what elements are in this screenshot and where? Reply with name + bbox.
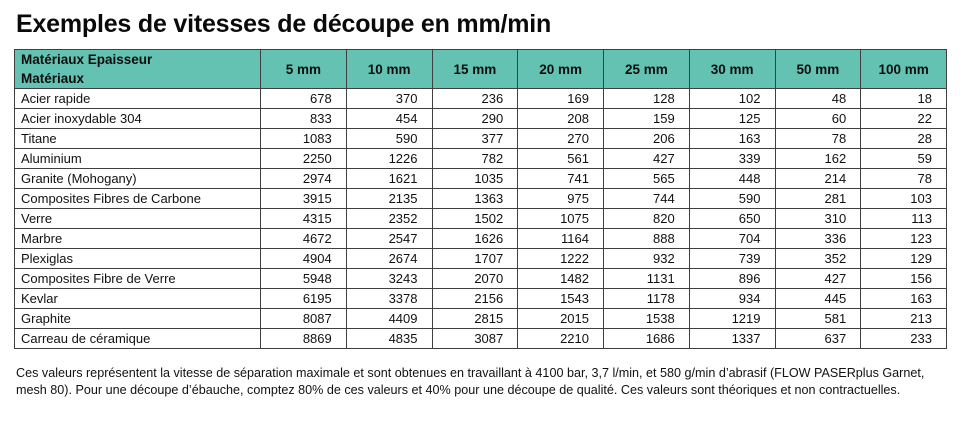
- cell-value: 3243: [346, 269, 432, 289]
- column-header-thickness-10mm: 10 mm: [346, 50, 432, 89]
- cell-value: 22: [861, 109, 947, 129]
- cell-material: Graphite: [15, 309, 261, 329]
- table-row: [15, 89, 947, 109]
- cell-value: 1538: [604, 309, 690, 329]
- cutting-speeds-table: [14, 49, 947, 349]
- cell-value: 2015: [518, 309, 604, 329]
- cell-material: Acier rapide: [15, 89, 261, 109]
- cell-value: 2815: [432, 309, 518, 329]
- cell-value: 445: [775, 289, 861, 309]
- table-row: [15, 229, 947, 249]
- cell-value: 214: [775, 169, 861, 189]
- cell-value: 4904: [261, 249, 347, 269]
- cell-material: Acier inoxydable 304: [15, 109, 261, 129]
- page-title: Exemples de vitesses de découpe en mm/min: [16, 10, 552, 38]
- cell-material: Composites Fibre de Verre: [15, 269, 261, 289]
- cell-value: 1543: [518, 289, 604, 309]
- table-row: [15, 129, 947, 149]
- cell-value: 156: [861, 269, 947, 289]
- cell-value: 370: [346, 89, 432, 109]
- cell-value: 833: [261, 109, 347, 129]
- cell-value: 1083: [261, 129, 347, 149]
- table-row: [15, 189, 947, 209]
- column-header-material: [15, 50, 261, 89]
- column-header-thickness-100mm: 100 mm: [861, 50, 947, 89]
- cell-value: 163: [689, 129, 775, 149]
- column-header-thickness-20mm: 20 mm: [518, 50, 604, 89]
- cell-value: 1626: [432, 229, 518, 249]
- cell-value: 162: [775, 149, 861, 169]
- column-header-material-line1: Matériaux Epaisseur: [21, 52, 153, 67]
- cell-value: 103: [861, 189, 947, 209]
- cell-value: 2674: [346, 249, 432, 269]
- cell-value: 561: [518, 149, 604, 169]
- cell-value: 352: [775, 249, 861, 269]
- cell-material: Plexiglas: [15, 249, 261, 269]
- cell-material: Kevlar: [15, 289, 261, 309]
- cell-value: 377: [432, 129, 518, 149]
- cell-value: 3915: [261, 189, 347, 209]
- cell-value: 48: [775, 89, 861, 109]
- cell-value: 281: [775, 189, 861, 209]
- cell-value: 590: [689, 189, 775, 209]
- cell-value: 123: [861, 229, 947, 249]
- cell-value: 704: [689, 229, 775, 249]
- table-header: [15, 50, 947, 89]
- cell-value: 270: [518, 129, 604, 149]
- column-header-thickness-15mm: 15 mm: [432, 50, 518, 89]
- cell-value: 1219: [689, 309, 775, 329]
- cell-value: 678: [261, 89, 347, 109]
- table-row: [15, 289, 947, 309]
- cell-value: 1164: [518, 229, 604, 249]
- cell-material: Carreau de céramique: [15, 329, 261, 349]
- cell-value: 18: [861, 89, 947, 109]
- cell-value: 1482: [518, 269, 604, 289]
- cell-value: 290: [432, 109, 518, 129]
- cell-value: 3378: [346, 289, 432, 309]
- cell-value: 581: [775, 309, 861, 329]
- cell-material: Marbre: [15, 229, 261, 249]
- cell-value: 125: [689, 109, 775, 129]
- cell-value: 1621: [346, 169, 432, 189]
- cell-value: 427: [604, 149, 690, 169]
- cell-value: 2135: [346, 189, 432, 209]
- cell-value: 2070: [432, 269, 518, 289]
- cell-value: 1337: [689, 329, 775, 349]
- column-header-thickness-30mm: 30 mm: [689, 50, 775, 89]
- cell-value: 59: [861, 149, 947, 169]
- cell-value: 454: [346, 109, 432, 129]
- cell-value: 60: [775, 109, 861, 129]
- cell-material: Aluminium: [15, 149, 261, 169]
- cell-material: Verre: [15, 209, 261, 229]
- cell-value: 1502: [432, 209, 518, 229]
- cell-value: 28: [861, 129, 947, 149]
- cell-value: 4315: [261, 209, 347, 229]
- cell-value: 1035: [432, 169, 518, 189]
- cell-value: 888: [604, 229, 690, 249]
- cell-value: 427: [775, 269, 861, 289]
- cell-material: Titane: [15, 129, 261, 149]
- cell-value: 78: [861, 169, 947, 189]
- cell-value: 782: [432, 149, 518, 169]
- cell-value: 1707: [432, 249, 518, 269]
- column-header-material-line2: Matériaux: [21, 71, 85, 86]
- column-header-thickness-5mm: 5 mm: [261, 50, 347, 89]
- cell-value: 1222: [518, 249, 604, 269]
- cell-value: 896: [689, 269, 775, 289]
- cell-value: 744: [604, 189, 690, 209]
- cell-value: 1363: [432, 189, 518, 209]
- cell-value: 1131: [604, 269, 690, 289]
- cell-value: 159: [604, 109, 690, 129]
- cell-value: 2974: [261, 169, 347, 189]
- table-row: [15, 209, 947, 229]
- table-row: [15, 269, 947, 289]
- cell-value: 5948: [261, 269, 347, 289]
- cell-material: Granite (Mohogany): [15, 169, 261, 189]
- table-body: [15, 89, 947, 349]
- cell-value: 102: [689, 89, 775, 109]
- cell-value: 448: [689, 169, 775, 189]
- cell-value: 208: [518, 109, 604, 129]
- cell-value: 934: [689, 289, 775, 309]
- table-row: [15, 169, 947, 189]
- cell-value: 820: [604, 209, 690, 229]
- cell-value: 8087: [261, 309, 347, 329]
- cell-value: 169: [518, 89, 604, 109]
- table-row: [15, 309, 947, 329]
- column-header-thickness-25mm: 25 mm: [604, 50, 690, 89]
- cell-value: 741: [518, 169, 604, 189]
- cell-value: 637: [775, 329, 861, 349]
- cell-value: 163: [861, 289, 947, 309]
- table-header-row: [15, 50, 947, 89]
- cell-value: 932: [604, 249, 690, 269]
- cell-value: 4835: [346, 329, 432, 349]
- cell-value: 1686: [604, 329, 690, 349]
- cell-value: 975: [518, 189, 604, 209]
- cell-value: 78: [775, 129, 861, 149]
- cell-value: 650: [689, 209, 775, 229]
- cell-value: 590: [346, 129, 432, 149]
- cell-value: 128: [604, 89, 690, 109]
- cell-value: 233: [861, 329, 947, 349]
- cell-value: 565: [604, 169, 690, 189]
- cell-value: 213: [861, 309, 947, 329]
- cell-value: 310: [775, 209, 861, 229]
- cell-value: 8869: [261, 329, 347, 349]
- cell-value: 1178: [604, 289, 690, 309]
- cell-value: 2547: [346, 229, 432, 249]
- cell-value: 1226: [346, 149, 432, 169]
- cell-value: 2156: [432, 289, 518, 309]
- cell-material: Composites Fibres de Carbone: [15, 189, 261, 209]
- cell-value: 2210: [518, 329, 604, 349]
- cell-value: 4672: [261, 229, 347, 249]
- footnote-text: Ces valeurs représentent la vitesse de séparation maximale et sont obtenues en travaillant à 4100 bar, 3,7 l/min, et 580 g/min d’abrasif (FLOW PASERplus Garnet, mesh 80). Pour une découpe d’ébauche, comptez 80% de ces valeurs et 40% pour une découpe de qualité. Ces valeurs sont théoriques et non contractuelles.: [16, 366, 925, 397]
- table-row: [15, 249, 947, 269]
- cell-value: 3087: [432, 329, 518, 349]
- table-row: [15, 109, 947, 129]
- cell-value: 206: [604, 129, 690, 149]
- cell-value: 2250: [261, 149, 347, 169]
- table-row: [15, 149, 947, 169]
- cell-value: 1075: [518, 209, 604, 229]
- cell-value: 113: [861, 209, 947, 229]
- cell-value: 2352: [346, 209, 432, 229]
- cell-value: 739: [689, 249, 775, 269]
- cell-value: 6195: [261, 289, 347, 309]
- cell-value: 129: [861, 249, 947, 269]
- cell-value: 236: [432, 89, 518, 109]
- cell-value: 339: [689, 149, 775, 169]
- table-row: [15, 329, 947, 349]
- cell-value: 336: [775, 229, 861, 249]
- cell-value: 4409: [346, 309, 432, 329]
- column-header-thickness-50mm: 50 mm: [775, 50, 861, 89]
